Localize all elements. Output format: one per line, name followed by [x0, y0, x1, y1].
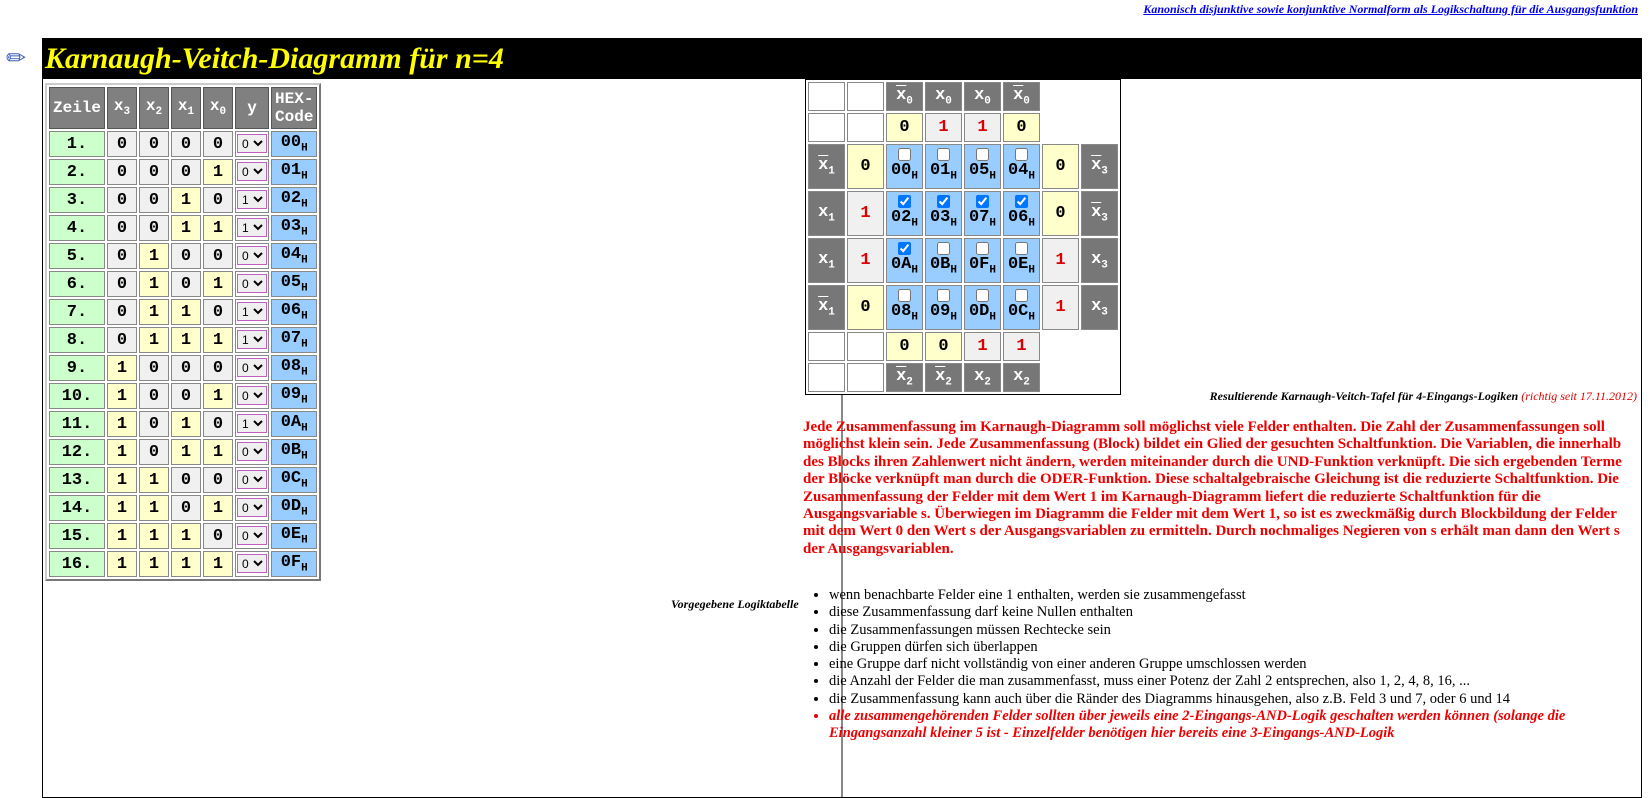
cell-x0: 1 [203, 327, 233, 353]
empty-cell [808, 82, 845, 111]
kv-cell: $01_H$ [925, 144, 962, 189]
kv-cell-checkbox[interactable] [898, 242, 911, 255]
cell-x2: 0 [139, 215, 169, 241]
cell-y [235, 243, 269, 269]
kv-right-label: $\overline{x}_3$ [1081, 144, 1118, 189]
cell-hex: $0B_H$ [271, 439, 317, 465]
kv-right-value: 1 [1042, 238, 1079, 283]
kv-top-value: 0 [1003, 113, 1040, 142]
cell-x2: 1 [139, 467, 169, 493]
table-row [49, 243, 317, 269]
cell-y [235, 355, 269, 381]
cell-x2: 0 [139, 159, 169, 185]
kv-map [805, 79, 1121, 395]
y-select[interactable] [237, 190, 267, 209]
truth-table [45, 83, 321, 581]
list-item: • die Gruppen dürfen sich überlappen [829, 639, 1652, 656]
kv-bottom-labels [808, 363, 1118, 392]
cell-x2: 0 [139, 411, 169, 437]
row-number: 2. [49, 159, 105, 185]
cell-y [235, 159, 269, 185]
header-hex: HEX- Code [271, 87, 317, 129]
row-number: 5. [49, 243, 105, 269]
cell-hex: $08_H$ [271, 355, 317, 381]
kv-cell-checkbox[interactable] [976, 195, 989, 208]
cell-y [235, 439, 269, 465]
y-select[interactable] [237, 246, 267, 265]
main-frame [42, 38, 1642, 798]
kv-cell: $0E_H$ [1003, 238, 1040, 283]
table-row [49, 551, 317, 577]
cell-hex: $0F_H$ [271, 551, 317, 577]
normalform-link[interactable]: Kanonisch disjunktive sowie konjunktive Normalform als Logikschaltung für die Ausgangsfunktion [1143, 2, 1638, 16]
cell-y [235, 131, 269, 157]
cell-x2: 1 [139, 327, 169, 353]
cell-y [235, 271, 269, 297]
table-row [49, 271, 317, 297]
y-select[interactable] [237, 302, 267, 321]
cell-x0: 0 [203, 187, 233, 213]
row-number: 14. [49, 495, 105, 521]
cell-x3: 0 [107, 299, 137, 325]
kv-cell-checkbox[interactable] [976, 242, 989, 255]
cell-x1: 1 [171, 551, 201, 577]
kv-left-value: 1 [847, 238, 884, 283]
kv-cell-checkbox[interactable] [937, 148, 950, 161]
kv-cell: $0C_H$ [1003, 285, 1040, 330]
kv-bottom-value: 0 [925, 332, 962, 361]
y-select[interactable] [237, 274, 267, 293]
rules-list [803, 587, 1652, 743]
kv-left-label: $\overline{x}_1$ [808, 285, 845, 330]
cell-x0: 1 [203, 271, 233, 297]
explanation-paragraph: Jede Zusammenfassung im Karnaugh-Diagramm soll möglichst viele Felder enthalten. Die Zahl der Zusammenfassungen soll möglichst klein sein. Jede Zusammenfassung (Block) bildet ein Glied der gesuchten Schaltfunktion. Die Variablen, die innerhalb des Blocks ihren Zahlenwert nicht ändern, werden miteinander durch die UND-Funktion verknüpft. Die sich ergebenden Terme der Blöcke verknüpft man durch die ODER-Funktion. Diese schaltalgebraische Gleichung ist die reduzierte Schaltfunktion. Die Zusammenfassung der Felder mit dem Wert 1 im Karnaugh-Diagramm liefert die reduzierte Schaltfunktion für die Ausgangsvariable s. Überwiegen im Diagramm die Felder mit dem Wert 1, so ist es zweckmäßig durch Blockbildung der Felder mit dem Wert 0 den Wert s der Ausgangsvariablen zu ermitteln. Durch nochmaliges Negieren von s erhält man dann den Wert s der Ausgangsvariablen. [803, 419, 1622, 557]
y-select[interactable] [237, 554, 267, 573]
cell-x3: 1 [107, 467, 137, 493]
cell-x3: 1 [107, 551, 137, 577]
cell-x0: 1 [203, 159, 233, 185]
table-row [49, 355, 317, 381]
y-select[interactable] [237, 358, 267, 377]
list-item: • die Zusammenfassung kann auch über die Ränder des Diagramms hinausgehen, also z.B. Feld 3 und 7, oder 6 und 14 [829, 691, 1652, 708]
kv-bottom-label: $x_2$ [1003, 363, 1040, 392]
kv-top-value: 1 [964, 113, 1001, 142]
cell-x2: 0 [139, 383, 169, 409]
cell-x2: 1 [139, 523, 169, 549]
kv-top-value: 1 [925, 113, 962, 142]
cell-x1: 1 [171, 411, 201, 437]
cell-hex: $03_H$ [271, 215, 317, 241]
empty-cell [808, 113, 845, 142]
kv-cell: $09_H$ [925, 285, 962, 330]
kv-row [808, 285, 1118, 330]
cell-x2: 1 [139, 495, 169, 521]
table-row [49, 439, 317, 465]
cell-x1: 0 [171, 243, 201, 269]
table-row [49, 467, 317, 493]
cell-x3: 1 [107, 495, 137, 521]
cell-hex: $0A_H$ [271, 411, 317, 437]
kv-left-value: 1 [847, 191, 884, 236]
kv-right-label: $x_3$ [1081, 238, 1118, 283]
header-x1: $x_1$ [171, 87, 201, 129]
row-number: 11. [49, 411, 105, 437]
row-number: 7. [49, 299, 105, 325]
cell-x1: 0 [171, 355, 201, 381]
cell-y [235, 495, 269, 521]
row-number: 6. [49, 271, 105, 297]
empty-cell [847, 113, 884, 142]
cell-x1: 0 [171, 159, 201, 185]
cell-x3: 0 [107, 159, 137, 185]
cell-x2: 0 [139, 355, 169, 381]
cell-x2: 1 [139, 299, 169, 325]
cell-x1: 1 [171, 187, 201, 213]
cell-x0: 0 [203, 131, 233, 157]
cell-x1: 0 [171, 131, 201, 157]
kv-cell: $08_H$ [886, 285, 923, 330]
cell-x0: 1 [203, 383, 233, 409]
cell-x3: 0 [107, 131, 137, 157]
kv-cell: $05_H$ [964, 144, 1001, 189]
kv-bottom-label: $x_2$ [964, 363, 1001, 392]
kv-right-value: 0 [1042, 191, 1079, 236]
row-number: 15. [49, 523, 105, 549]
kv-top-label: $x_0$ [964, 82, 1001, 111]
table-row [49, 187, 317, 213]
kv-top-label: $x_0$ [925, 82, 962, 111]
kv-left-label: $x_1$ [808, 191, 845, 236]
title-bar [43, 39, 1641, 81]
y-select[interactable] [237, 162, 267, 181]
cell-x3: 1 [107, 355, 137, 381]
kv-cell-checkbox[interactable] [898, 195, 911, 208]
list-item: • wenn benachbarte Felder eine 1 enthalten, werden sie zusammengefasst [829, 587, 1652, 604]
cell-hex: $06_H$ [271, 299, 317, 325]
table-row [49, 411, 317, 437]
empty-cell [847, 82, 884, 111]
cell-x1: 1 [171, 523, 201, 549]
kv-cell: $00_H$ [886, 144, 923, 189]
kv-cell: $02_H$ [886, 191, 923, 236]
kv-left-label: $x_1$ [808, 238, 845, 283]
kv-cell: $0F_H$ [964, 238, 1001, 283]
kv-top-labels [808, 82, 1118, 111]
empty-cell [808, 363, 845, 392]
row-number: 1. [49, 131, 105, 157]
cell-x1: 1 [171, 299, 201, 325]
kv-top-label: $\overline{x}_0$ [886, 82, 923, 111]
kv-bottom-label: $\overline{x}_2$ [886, 363, 923, 392]
kv-cell-checkbox[interactable] [937, 242, 950, 255]
cell-hex: $02_H$ [271, 187, 317, 213]
cell-x2: 1 [139, 271, 169, 297]
cell-x1: 1 [171, 327, 201, 353]
y-select[interactable] [237, 498, 267, 517]
row-number: 12. [49, 439, 105, 465]
row-number: 16. [49, 551, 105, 577]
cell-x0: 1 [203, 215, 233, 241]
empty-cell [808, 332, 845, 361]
cell-hex: $0E_H$ [271, 523, 317, 549]
kv-top-values [808, 113, 1118, 142]
table-row [49, 299, 317, 325]
page-title: Karnaugh-Veitch-Diagramm für n=4 [45, 42, 504, 75]
row-number: 4. [49, 215, 105, 241]
cell-y [235, 551, 269, 577]
row-number: 9. [49, 355, 105, 381]
kv-cell-checkbox[interactable] [1015, 148, 1028, 161]
cell-x0: 1 [203, 439, 233, 465]
list-item: • diese Zusammenfassung darf keine Nullen enthalten [829, 604, 1652, 621]
kv-right-value: 0 [1042, 144, 1079, 189]
kv-top-label: $\overline{x}_0$ [1003, 82, 1040, 111]
cell-x3: 0 [107, 271, 137, 297]
header-y: y [235, 87, 269, 129]
cell-x3: 1 [107, 383, 137, 409]
kv-left-label: $\overline{x}_1$ [808, 144, 845, 189]
kv-bottom-value: 0 [886, 332, 923, 361]
header-zeile: Zeile [49, 87, 105, 129]
list-item: • die Anzahl der Felder die man zusammenfasst, muss einer Potenz der Zahl 2 entsprechen, also 1, 2, 4, 8, 16, ... [829, 673, 1652, 690]
cell-x3: 0 [107, 327, 137, 353]
cell-y [235, 383, 269, 409]
cell-hex: $09_H$ [271, 383, 317, 409]
cell-x3: 0 [107, 215, 137, 241]
cell-hex: $00_H$ [271, 131, 317, 157]
y-select[interactable] [237, 330, 267, 349]
cell-x3: 1 [107, 411, 137, 437]
row-number: 8. [49, 327, 105, 353]
cell-x1: 0 [171, 383, 201, 409]
cell-x1: 0 [171, 495, 201, 521]
cell-x3: 1 [107, 523, 137, 549]
cell-x2: 1 [139, 551, 169, 577]
kv-caption: Resultierende Karnaugh-Veitch-Tafel für 4-Eingangs-Logiken (richtig seit 17.11.2012) [1209, 389, 1637, 403]
cell-hex: $01_H$ [271, 159, 317, 185]
cell-x0: 1 [203, 495, 233, 521]
cell-y [235, 299, 269, 325]
table-row [49, 327, 317, 353]
cell-x1: 1 [171, 215, 201, 241]
table-row [49, 215, 317, 241]
y-select[interactable] [237, 386, 267, 405]
cell-x0: 0 [203, 411, 233, 437]
kv-cell-checkbox[interactable] [1015, 289, 1028, 302]
table-row [49, 159, 317, 185]
cell-y [235, 467, 269, 493]
cell-y [235, 215, 269, 241]
row-number: 13. [49, 467, 105, 493]
table-row [49, 523, 317, 549]
cell-x0: 0 [203, 243, 233, 269]
truth-table-caption: Vorgegebene Logiktabelle [671, 597, 799, 611]
header-x0: $x_0$ [203, 87, 233, 129]
cell-y [235, 523, 269, 549]
empty-cell [847, 332, 884, 361]
y-select[interactable] [237, 442, 267, 461]
cell-x0: 0 [203, 467, 233, 493]
kv-left-value: 0 [847, 144, 884, 189]
y-select[interactable] [237, 134, 267, 153]
kv-cell: $06_H$ [1003, 191, 1040, 236]
kv-cell: $0D_H$ [964, 285, 1001, 330]
cell-x2: 0 [139, 187, 169, 213]
kv-cell-checkbox[interactable] [898, 148, 911, 161]
list-item: • eine Gruppe darf nicht vollständig von einer anderen Gruppe umschlossen werden [829, 656, 1652, 673]
kv-row [808, 191, 1118, 236]
row-number: 3. [49, 187, 105, 213]
kv-cell: $07_H$ [964, 191, 1001, 236]
header-x2: $x_2$ [139, 87, 169, 129]
kv-cell: $04_H$ [1003, 144, 1040, 189]
kv-cell-checkbox[interactable] [976, 289, 989, 302]
kv-cell-checkbox[interactable] [937, 195, 950, 208]
cell-hex: $0C_H$ [271, 467, 317, 493]
cell-x0: 0 [203, 523, 233, 549]
empty-cell [847, 363, 884, 392]
cell-x2: 0 [139, 131, 169, 157]
cell-y [235, 187, 269, 213]
cell-hex: $0D_H$ [271, 495, 317, 521]
y-select[interactable] [237, 470, 267, 489]
kv-cell-checkbox[interactable] [976, 148, 989, 161]
cell-hex: $04_H$ [271, 243, 317, 269]
cell-x3: 0 [107, 243, 137, 269]
kv-right-label: $x_3$ [1081, 285, 1118, 330]
y-select[interactable] [237, 218, 267, 237]
cell-x1: 0 [171, 467, 201, 493]
cell-hex: $05_H$ [271, 271, 317, 297]
cell-x1: 0 [171, 271, 201, 297]
table-row [49, 383, 317, 409]
kv-bottom-value: 1 [1003, 332, 1040, 361]
kv-cell: $0B_H$ [925, 238, 962, 283]
cell-x3: 1 [107, 439, 137, 465]
cell-y [235, 327, 269, 353]
cell-x0: 1 [203, 551, 233, 577]
kv-cell-checkbox[interactable] [898, 289, 911, 302]
kv-left-value: 0 [847, 285, 884, 330]
kv-bottom-value: 1 [964, 332, 1001, 361]
table-row [49, 495, 317, 521]
header-x3: $x_3$ [107, 87, 137, 129]
kv-cell: $03_H$ [925, 191, 962, 236]
kv-bottom-values [808, 332, 1118, 361]
kv-top-value: 0 [886, 113, 923, 142]
cell-x2: 1 [139, 243, 169, 269]
y-select[interactable] [237, 414, 267, 433]
pencil-icon: ✏ [6, 46, 27, 72]
cell-x3: 0 [107, 187, 137, 213]
table-row [49, 131, 317, 157]
kv-cell: $0A_H$ [886, 238, 923, 283]
cell-x0: 0 [203, 299, 233, 325]
kv-row [808, 144, 1118, 189]
kv-right-value: 1 [1042, 285, 1079, 330]
kv-cell-checkbox[interactable] [1015, 242, 1028, 255]
row-number: 10. [49, 383, 105, 409]
kv-cell-checkbox[interactable] [937, 289, 950, 302]
cell-x1: 1 [171, 439, 201, 465]
cell-hex: $07_H$ [271, 327, 317, 353]
cell-x2: 0 [139, 439, 169, 465]
list-item: • die Zusammenfassungen müssen Rechtecke sein [829, 622, 1652, 639]
y-select[interactable] [237, 526, 267, 545]
kv-row [808, 238, 1118, 283]
kv-bottom-label: $\overline{x}_2$ [925, 363, 962, 392]
cell-x0: 0 [203, 355, 233, 381]
kv-right-label: $\overline{x}_3$ [1081, 191, 1118, 236]
kv-cell-checkbox[interactable] [1015, 195, 1028, 208]
list-item-highlight: • alle zusammengehörenden Felder sollten über jeweils eine 2-Eingangs-AND-Logik geschalten werden können (solange die Eingangsanzahl kleiner 5 ist - Einzelfelder benötigen hier bereits eine 3-Eingangs-AND-Logik [829, 708, 1652, 743]
cell-y [235, 411, 269, 437]
